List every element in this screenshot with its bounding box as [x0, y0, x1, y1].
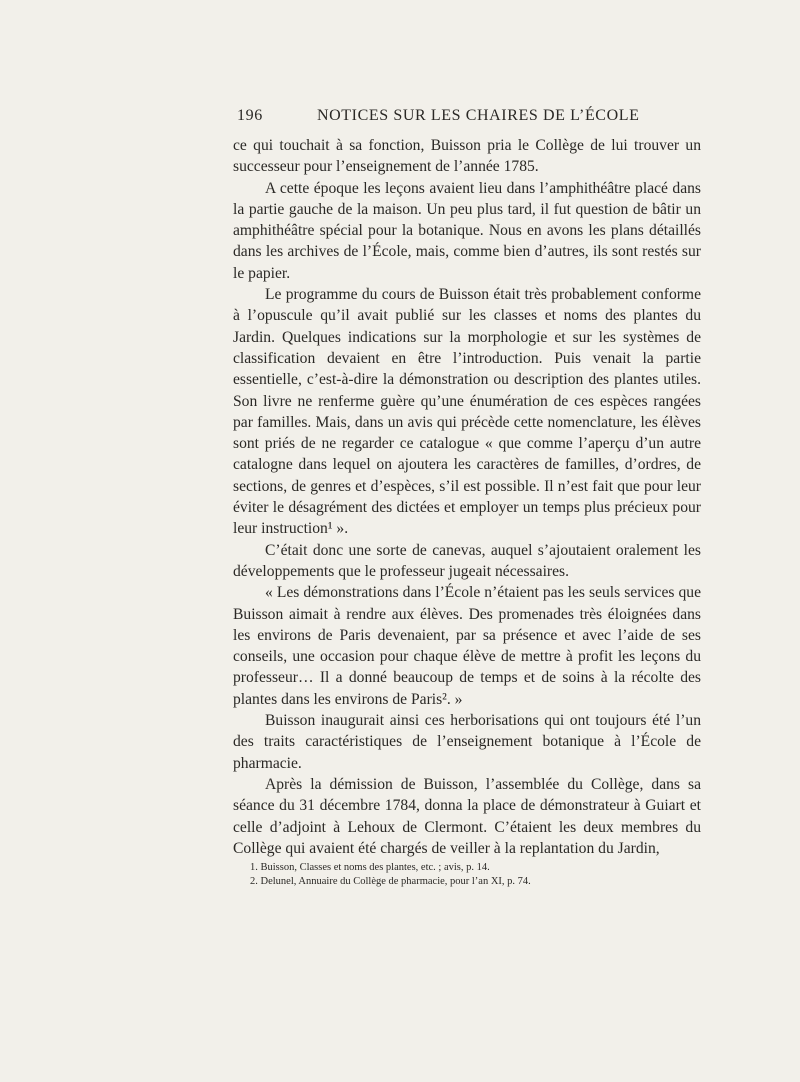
running-title: NOTICES SUR LES CHAIRES DE L’ÉCOLE	[317, 107, 640, 124]
paragraph: « Les démonstrations dans l’École n’étaient pas les seuls services que Buisson aimait à rendre aux élèves. Des promenades très éloignées dans les environs de Paris devenaient, par sa présence et avec l’aide de ses conseils, une occasion pour chaque élève de mettre à profit les leçons du professeur… Il a donné beaucoup de temps et de soins à la récolte des plantes dans les environs de Paris². »	[233, 584, 701, 708]
body-text	[233, 135, 701, 859]
paragraph: ce qui touchait à sa fonction, Buisson pria le Collège de lui trouver un successeur pour l’enseignement de l’année 1785.	[233, 137, 701, 176]
page-header	[237, 107, 703, 129]
paragraph: A cette époque les leçons avaient lieu dans l’amphithéâtre placé dans la partie gauche de la maison. Un peu plus tard, il fut question de bâtir un amphithéâtre spécial pour la botanique. Nous en avons les plans détaillés dans les archives de l’École, mais, comme bien d’autres, ils sont restés sur le papier.	[233, 179, 701, 282]
footnote: 1. Buisson, Classes et noms des plantes, etc. ; avis, p. 14.	[250, 862, 490, 873]
paragraph: Après la démission de Buisson, l’assemblée du Collège, dans sa séance du 31 décembre 1784, donna la place de démonstrateur à Guiart et celle d’adjoint à Lehoux de Clermont. C’étaient les deux membres du Collège qui avaient été chargés de veiller à la replantation du Jardin,	[233, 775, 701, 857]
paragraph: Le programme du cours de Buisson était très probablement conforme à l’opuscule qu’il avait publié sur les classes et noms des plantes du Jardin. Quelques indications sur la morphologie et sur les systèmes de classification devaient en être l’introduction. Puis venait la partie essentielle, c’est-à-dire la démonstration ou description des plantes utiles. Son livre ne renferme guère qu’une énumération de ces espèces rangées par familles. Mais, dans un avis qui précède cette nomenclature, les élèves sont priés de ne regarder ce catalogue « que comme l’aperçu d’un autre catalogne dans lequel on ajoutera les caractères de familles, d’ordres, de sections, de genres et d’espèces, s’il est possible. Il n’est fait que pour leur éviter le désagrément des dictées et employer un temps plus précieux pour leur instruction¹ ».	[233, 286, 701, 538]
footnotes	[250, 861, 700, 889]
page-number: 196	[237, 107, 263, 124]
footnote: 2. Delunel, Annuaire du Collège de pharmacie, pour l’an XI, p. 74.	[250, 876, 531, 887]
paragraph: Buisson inaugurait ainsi ces herborisations qui ont toujours été l’un des traits caractéristiques de l’enseignement botanique à l’École de pharmacie.	[233, 712, 701, 772]
paragraph: C’était donc une sorte de canevas, auquel s’ajoutaient oralement les développements que le professeur jugeait nécessaires.	[233, 541, 701, 580]
